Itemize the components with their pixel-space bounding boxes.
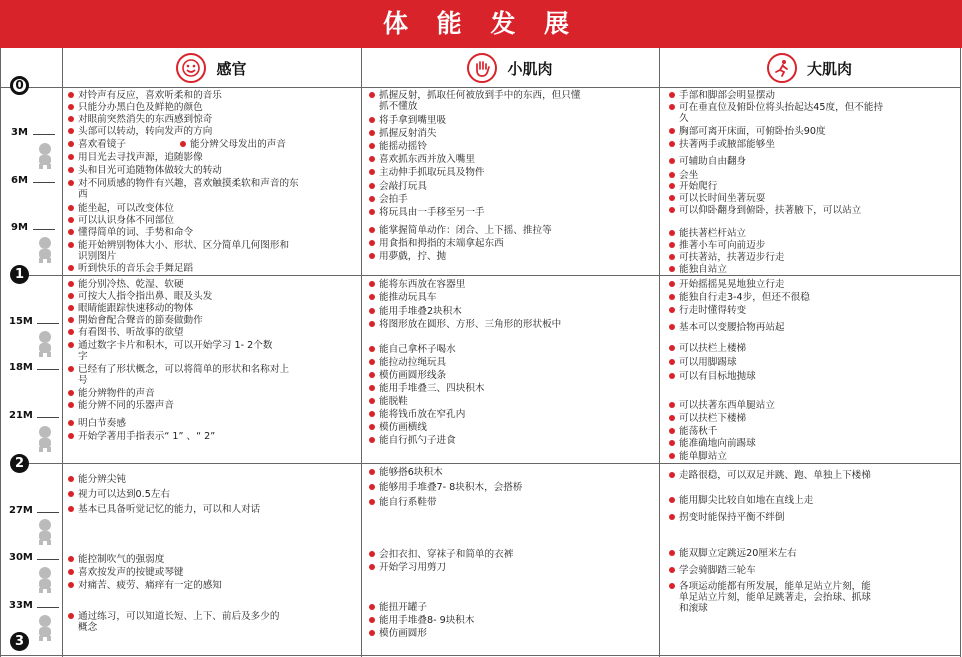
senses-item: 能分辨不同的乐器声音	[68, 400, 358, 411]
fine-motor-item: 能自行抓勺子进食	[369, 435, 654, 446]
baby-icon	[33, 236, 57, 264]
age-label-3m: 3M	[11, 127, 28, 138]
fine-motor-item: 将玩具由一手移至另一手	[369, 207, 654, 218]
hand-icon	[467, 53, 497, 83]
gross-motor-item: 可扶著站，扶著迈步行走	[669, 252, 954, 263]
senses-item: 开始学著用手指表示“ 1” 、“ 2”	[68, 431, 358, 442]
fine-motor-item: 能用手堆叠8- 9块积木	[369, 615, 654, 626]
header-senses	[62, 52, 361, 84]
fine-motor-item: 能掌握简单动作：闭合、上下摇、推拉等	[369, 225, 654, 236]
age-tick	[37, 559, 59, 560]
gross-motor-item: 能准确地向前踢球	[669, 438, 954, 449]
gross-motor-item: 能双脚立定跳远20厘米左右	[669, 548, 954, 559]
gross-motor-item: 能独自站立	[669, 264, 954, 275]
face-icon	[176, 53, 206, 83]
fine-motor-item: 会拍手	[369, 194, 654, 205]
gross-motor-item: 推著小车可向前迈步	[669, 240, 954, 251]
gross-motor-item: 能扶著栏杆站立	[669, 228, 954, 239]
gross-motor-item: 可以扶栏下楼梯	[669, 413, 954, 424]
age-marker-2: 2	[10, 454, 29, 473]
fine-motor-item: 能自行系鞋带	[369, 497, 654, 508]
senses-item: 喜欢看镜子	[68, 139, 178, 150]
age-tick	[33, 229, 55, 230]
fine-motor-item: 模仿画圆形	[369, 628, 654, 639]
senses-item: 能分辨物件的声音	[68, 388, 358, 399]
table-divider	[62, 48, 63, 657]
fine-motor-item: 能用手堆叠2块积木	[369, 306, 654, 317]
age-marker-1: 1	[10, 265, 29, 284]
fine-motor-item: 用夢戲，拧、抛	[369, 251, 654, 262]
running-icon	[767, 53, 797, 83]
gross-motor-item: 能单脚站立	[669, 451, 954, 462]
baby-icon	[33, 518, 57, 546]
senses-item: 明白节奏感	[68, 418, 358, 429]
gross-motor-item: 学会骑脚踏三轮车	[669, 565, 954, 576]
gross-motor-item: 各项运动能都有所发展，能单足站立片刻，能单足站立片刻，能单足跳著走，会抬球、抓球和滚球	[669, 581, 879, 614]
age-tick	[37, 417, 59, 418]
gross-motor-item: 能用脚尖比较自如地在直线上走	[669, 495, 954, 506]
gross-motor-item: 可以扶栏上楼梯	[669, 343, 954, 354]
age-marker-0: 0	[10, 76, 29, 95]
fine-motor-item: 能扭开罐子	[369, 602, 654, 613]
gross-motor-item: 走路很稳，可以双足并跳、跑、单独上下楼梯	[669, 470, 874, 481]
senses-item: 開始會配合聲音的節奏做動作	[68, 315, 358, 326]
senses-item: 能开始辨别物体大小、形状、区分简单几何图形和识别图片	[68, 240, 290, 262]
gross-motor-item: 会坐	[669, 170, 954, 181]
gross-motor-item: 可以仰卧翻身到俯卧，扶著腋下，可以站立	[669, 205, 879, 216]
senses-item: 头部可以转动，转向发声的方向	[68, 126, 358, 137]
fine-motor-item: 能脱鞋	[369, 396, 654, 407]
fine-motor-item: 能自己拿杯子喝水	[369, 344, 654, 355]
fine-motor-item: 会敲打玩具	[369, 181, 654, 192]
header-gross-motor	[659, 52, 960, 84]
baby-icon	[33, 330, 57, 358]
table-bottom-line	[0, 655, 961, 656]
table-divider	[361, 48, 362, 657]
age-label-6m: 6M	[11, 175, 28, 186]
header-gross-motor-label: 大肌肉	[806, 59, 852, 78]
senses-item: 通过数字卡片和积木，可以开始学习 1- 2个数字	[68, 340, 280, 362]
baby-icon	[33, 425, 57, 453]
fine-motor-item: 模仿画圆形线条	[369, 370, 654, 381]
gross-motor-item: 胸部可离开床面，可俯卧抬头90度	[669, 126, 954, 137]
fine-motor-item: 开始学习用剪刀	[369, 562, 654, 573]
age-label-33m: 33M	[9, 600, 33, 611]
gross-motor-item: 可以长时间坐著玩耍	[669, 193, 954, 204]
senses-item: 对不同质感的物件有兴趣，喜欢触摸柔软和声音的东西	[68, 178, 308, 200]
senses-item: 对痛苦、疲劳、痛痒有一定的感知	[68, 580, 358, 591]
age-label-18m: 18M	[9, 362, 33, 373]
fine-motor-item: 能推动玩具车	[369, 292, 654, 303]
age-tick	[33, 134, 55, 135]
gross-motor-item: 基本可以变腰拾物再站起	[669, 322, 954, 333]
age-tick	[33, 182, 55, 183]
year-line-2	[28, 463, 961, 464]
age-label-21m: 21M	[9, 410, 33, 421]
fine-motor-item: 能够用手堆叠7- 8块积木，会搭桥	[369, 482, 654, 493]
fine-motor-item: 将图形放在圆形、方形、三角形的形状板中	[369, 319, 579, 330]
fine-motor-item: 能将钱币放在窄孔内	[369, 409, 654, 420]
gross-motor-item: 可以有目标地抛球	[669, 371, 954, 382]
gross-motor-item: 可辅助自由翻身	[669, 156, 954, 167]
age-label-30m: 30M	[9, 552, 33, 563]
senses-item: 已经有了形状概念，可以将简单的形状和名称对上号	[68, 364, 290, 386]
fine-motor-item: 抓握反射消失	[369, 128, 654, 139]
senses-item: 用目光去寻找声源，追随影像	[68, 152, 358, 163]
baby-icon	[33, 614, 57, 642]
senses-item: 基本已具备听觉记忆的能力，可以和人对话	[68, 504, 268, 515]
gross-motor-item: 扶著两手或腋部能够坐	[669, 139, 954, 150]
page-title: 体 能 发 展	[0, 0, 962, 48]
gross-motor-item: 能荡秋千	[669, 426, 954, 437]
age-marker-3: 3	[10, 632, 29, 651]
senses-item: 能分辨尖钝	[68, 474, 358, 485]
gross-motor-item: 能独自行走3-4步，但还不很稳	[669, 292, 954, 303]
senses-item: 有看图书、听故事的欲望	[68, 327, 358, 338]
table-border-right	[960, 48, 961, 657]
baby-icon	[33, 566, 57, 594]
age-tick	[37, 323, 59, 324]
gross-motor-item: 开始爬行	[669, 181, 954, 192]
header-row-line	[0, 87, 961, 88]
gross-motor-item: 可以用脚踢球	[669, 357, 954, 368]
table-border-left	[0, 48, 1, 657]
senses-item: 视力可以达到0.5左右	[68, 489, 358, 500]
gross-motor-item: 可在垂直位及俯卧位将头抬起达45度，但不能持久	[669, 102, 884, 124]
year-line-1	[28, 275, 961, 276]
fine-motor-item: 抓握反射，抓取任何被放到手中的东西，但只懂抓不懂放	[369, 90, 584, 112]
gross-motor-item: 可以扶著东西单腿站立	[669, 400, 954, 411]
senses-item: 可按大人指令指出鼻、眼及头发	[68, 291, 358, 302]
fine-motor-item: 用食指和拇指的末端拿起东西	[369, 238, 654, 249]
senses-item: 能坐起，可以改变体位	[68, 203, 358, 214]
senses-item: 能分别冷热、乾湿、软硬	[68, 279, 358, 290]
fine-motor-item: 能用手堆叠三、四块积木	[369, 383, 654, 394]
age-label-15m: 15M	[9, 316, 33, 327]
fine-motor-item: 能够搭6块积木	[369, 467, 654, 478]
senses-item: 懂得简单的词、手势和命令	[68, 227, 358, 238]
senses-item: 通过练习，可以知道长短、上下、前后及多少的概念	[68, 611, 280, 633]
senses-item: 能分辨父母发出的声音	[180, 139, 360, 150]
age-tick	[37, 512, 59, 513]
gross-motor-item: 手部和脚部会明显摆动	[669, 90, 954, 101]
fine-motor-item: 主动伸手抓取玩具及物件	[369, 167, 654, 178]
senses-item: 只能分办黑白色及鲜艳的颜色	[68, 102, 358, 113]
age-label-27m: 27M	[9, 505, 33, 516]
age-tick	[37, 607, 59, 608]
header-fine-motor-label: 小肌肉	[507, 59, 553, 78]
senses-item: 可以认识身体不同部位	[68, 215, 358, 226]
senses-item: 对铃声有反应，喜欢听柔和的音乐	[68, 90, 358, 101]
table-divider	[659, 48, 660, 657]
header-fine-motor	[361, 52, 659, 84]
senses-item: 对眼前突然消失的东西感到惊奇	[68, 114, 358, 125]
fine-motor-item: 能将东西放在容器里	[369, 279, 654, 290]
header-senses-label: 感官	[216, 59, 247, 78]
gross-motor-item: 开始摇摇晃晃地独立行走	[669, 279, 954, 290]
senses-item: 听到快乐的音乐会手舞足蹈	[68, 263, 358, 274]
senses-item: 眼睛能跟踪快速移动的物体	[68, 303, 358, 314]
senses-item: 头和目光可追随物体做较大的转动	[68, 165, 358, 176]
age-label-9m: 9M	[11, 222, 28, 233]
fine-motor-item: 将手拿到嘴里吸	[369, 115, 654, 126]
fine-motor-item: 会扣衣扣、穿袜子和简单的衣裤	[369, 549, 654, 560]
fine-motor-item: 模仿画横线	[369, 422, 654, 433]
senses-item: 喜欢按发声的按键或琴键	[68, 567, 358, 578]
fine-motor-item: 喜欢抓东西并放入嘴里	[369, 154, 654, 165]
fine-motor-item: 能拉动拉绳玩具	[369, 357, 654, 368]
age-tick	[37, 369, 59, 370]
gross-motor-item: 行走时懂得转变	[669, 305, 954, 316]
fine-motor-item: 能摇动摇铃	[369, 141, 654, 152]
gross-motor-item: 拐变时能保持平衡不绊倒	[669, 512, 954, 523]
baby-icon	[33, 142, 57, 170]
senses-item: 能控制吹气的强弱度	[68, 554, 358, 565]
